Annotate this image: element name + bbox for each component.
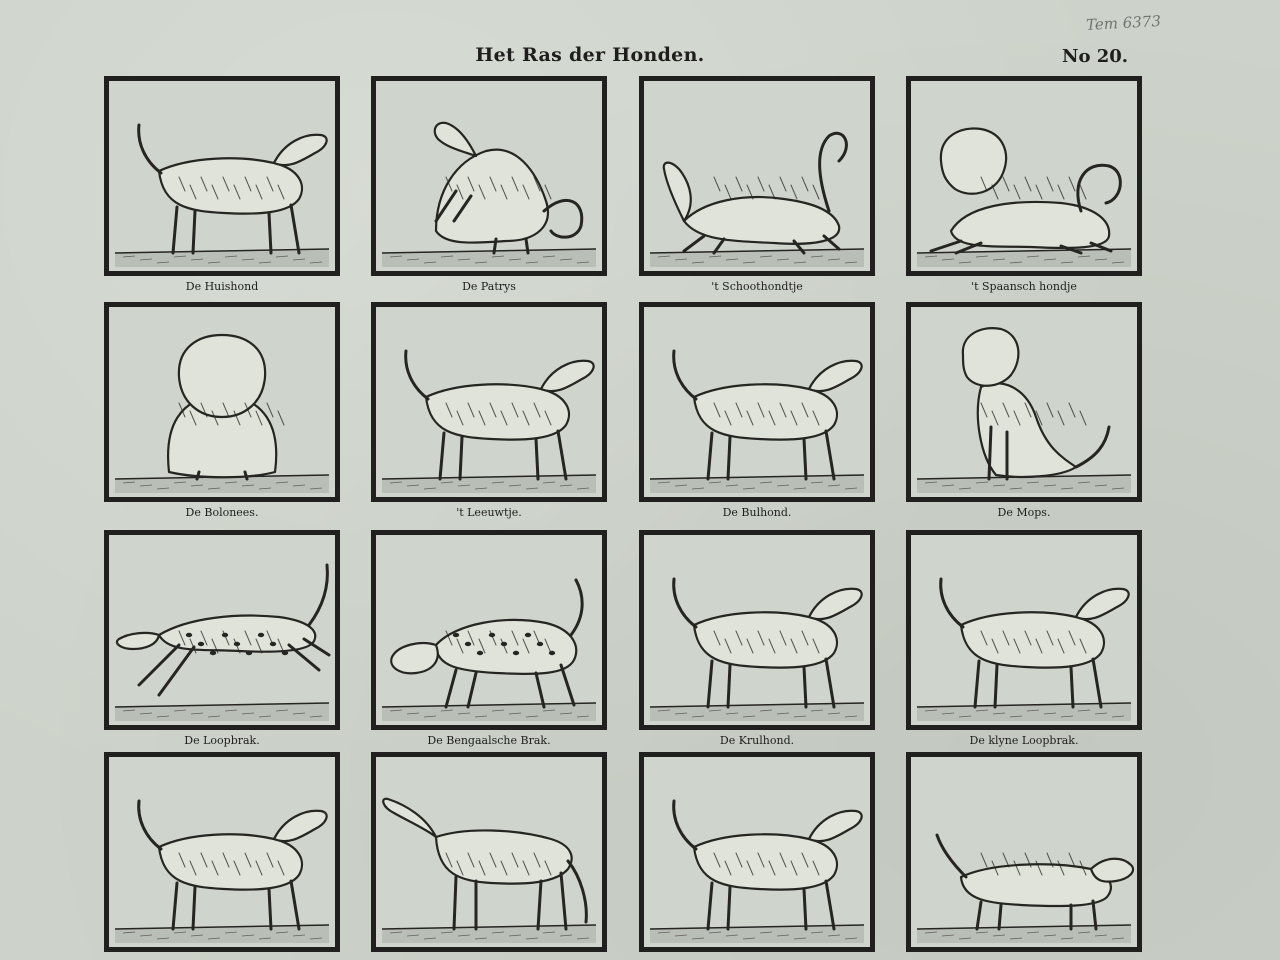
woodcut-frame [371,76,607,276]
woodcut-panel [639,530,875,747]
panel-caption: 't Schoothondtje [711,280,803,293]
woodcut-panel [371,530,607,747]
woodcut-panel [906,752,1142,952]
woodcut-frame [906,302,1142,502]
bulldog-woodcut [644,307,870,497]
panel-caption: De klyne Loopbrak. [969,734,1079,747]
woodcut-frame [639,530,875,730]
sheet-number: No 20. [1062,46,1129,67]
panel-caption: De Huishond [185,280,259,293]
woodcut-panel [104,76,340,293]
panel-caption: De Bolonees. [185,506,259,519]
pug-woodcut [911,307,1137,497]
woodcut-frame [104,302,340,502]
spanish-dog-woodcut [911,81,1137,271]
dachshund-woodcut [911,757,1137,947]
panel-caption: De Krulhond. [719,734,795,747]
woodcut-panel [639,752,875,952]
small-running-hound-woodcut [911,535,1137,725]
woodcut-frame [104,530,340,730]
woodcut-panel [104,302,340,519]
woodcut-frame [371,752,607,952]
woodcut-panel [906,302,1142,519]
woodcut-frame [371,530,607,730]
woodcut-panel [104,752,340,952]
panel-caption: De Bengaalsche Brak. [427,734,551,747]
woodcut-panel [639,302,875,519]
panel-caption: De Patrys [462,280,516,293]
woodcut-frame [104,752,340,952]
panel-caption: 't Spaansch hondje [971,280,1077,293]
woodcut-panel [639,76,875,293]
running-hound-woodcut [109,535,335,725]
page-title: Het Ras der Honden. [475,44,705,66]
woodcut-frame [906,530,1142,730]
woodcut-frame [639,76,875,276]
bengal-hound-woodcut [376,535,602,725]
little-lion-dog-woodcut [376,307,602,497]
woodcut-frame [371,302,607,502]
partridge-dog-woodcut [376,81,602,271]
curly-dog-woodcut [644,535,870,725]
woodcut-frame [906,752,1142,952]
woodcut-panel [371,76,607,293]
greyhound-woodcut [376,757,602,947]
panel-caption: De Loopbrak. [184,734,260,747]
woodcut-panel [371,302,607,519]
bolognese-woodcut [109,307,335,497]
woodcut-panel [906,530,1142,747]
panel-caption: 't Leeuwtje. [456,506,522,519]
woodcut-panel [906,76,1142,293]
archive-mark: Tem 6373 [1085,12,1162,34]
woodcut-frame [906,76,1142,276]
whippet-woodcut [644,757,870,947]
panel-caption: De Bulhond. [722,506,792,519]
panel-caption: De Mops. [997,506,1051,519]
woodcut-panel [371,752,607,952]
woodcut-frame [639,302,875,502]
woodcut-frame [639,752,875,952]
hound-woodcut [109,757,335,947]
woodcut-frame [104,76,340,276]
woodcut-panel [104,530,340,747]
lapdog-woodcut [644,81,870,271]
house-dog-woodcut [109,81,335,271]
